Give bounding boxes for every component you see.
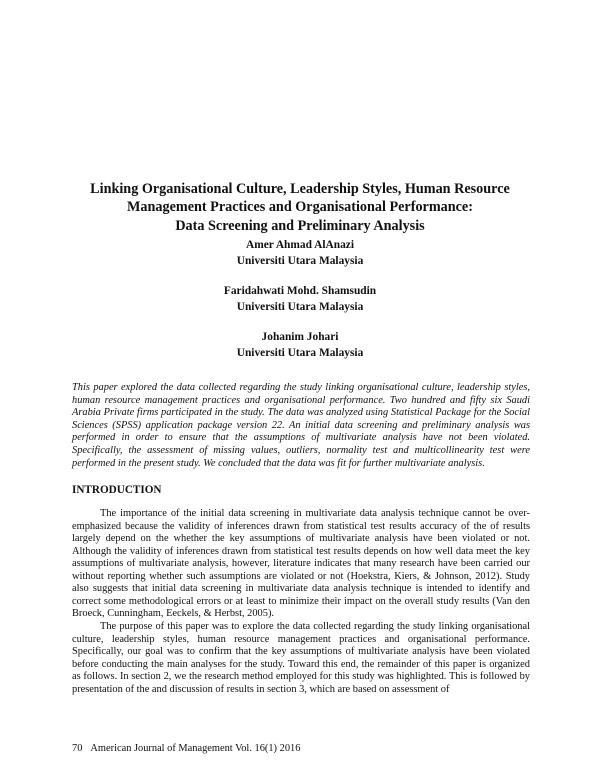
author-name: Johanim Johari	[261, 331, 339, 343]
author-block-2	[100, 284, 500, 315]
title-line-1: Linking Organisational Culture, Leadership Styles, Human Resource	[90, 181, 510, 197]
journal-citation: American Journal of Management Vol. 16(1) 2016	[90, 743, 301, 754]
intro-paragraph-1: The importance of the initial data screening in multivariate data analysis technique cannot be over-emphasized because the validity of inferences drawn from statistical test results accuracy of the of results largely depend on the whether the key assumptions of multivariate analysis have been violated or not. Although the validity of inferences drawn from statistical test results depends on how well data meet the key assumptions of multivariate analysis, however, literature indicates that many research have been carried our without reporting whether such assumptions are violated or not (Hoekstra, Kiers, & Johnson, 2012). Study also suggests that initial data screening in multivariate data analysis technique is intended to identify and correct some methodological errors or at least to minimize their impact on the overall study results (Van den Broeck, Cunningham, Eeckels, & Herbst, 2005).	[72, 508, 530, 620]
title-line-2: Management Practices and Organisational Performance:	[127, 199, 473, 216]
author-block-3	[100, 330, 500, 361]
author-name: Faridahwati Mohd. Shamsudin	[223, 285, 377, 297]
section-heading-introduction: INTRODUCTION	[72, 484, 162, 496]
abstract: This paper explored the data collected regarding the study linking organisational culture, leadership styles, human resource management practices and organisational performance. Two hundred and fifty six Saudi Arabia Private firms participated in the study. The data was analyzed using Statistical Package for the Social Sciences (SPSS) application package version 22. An initial data screening and preliminary analysis was performed in order to ensure that the assumptions of multivariate analysis have not been violated. Specifically, the assessment of missing values, outliers, normality test and multicollinearity test were performed in the present study. We concluded that the data was fit for further multivariate analysis.	[72, 382, 530, 469]
page-footer	[72, 743, 306, 754]
intro-paragraph-2: The purpose of this paper was to explore the data collected regarding the study linking organisational culture, leadership styles, human resource management practices and organisational performance. Specifically, our goal was to confirm that the key assumptions of multivariate analysis have been violated before conducting the main analyses for the study. Toward this end, the remainder of this paper is organized as follows. In section 2, we the research method employed for this study was highlighted. This is followed by presentation of the and discussion of results in section 3, which are based on assessment of	[72, 621, 530, 695]
author-affiliation: Universiti Utara Malaysia	[236, 346, 364, 359]
author-block-1	[100, 238, 500, 269]
title-line-3: Data Screening and Preliminary Analysis	[175, 217, 425, 234]
paper-title	[60, 180, 540, 235]
author-affiliation: Universiti Utara Malaysia	[236, 254, 364, 267]
author-affiliation: Universiti Utara Malaysia	[236, 300, 364, 313]
author-name: Amer Ahmad AlAnazi	[245, 239, 354, 251]
page-number: 70	[72, 743, 83, 754]
